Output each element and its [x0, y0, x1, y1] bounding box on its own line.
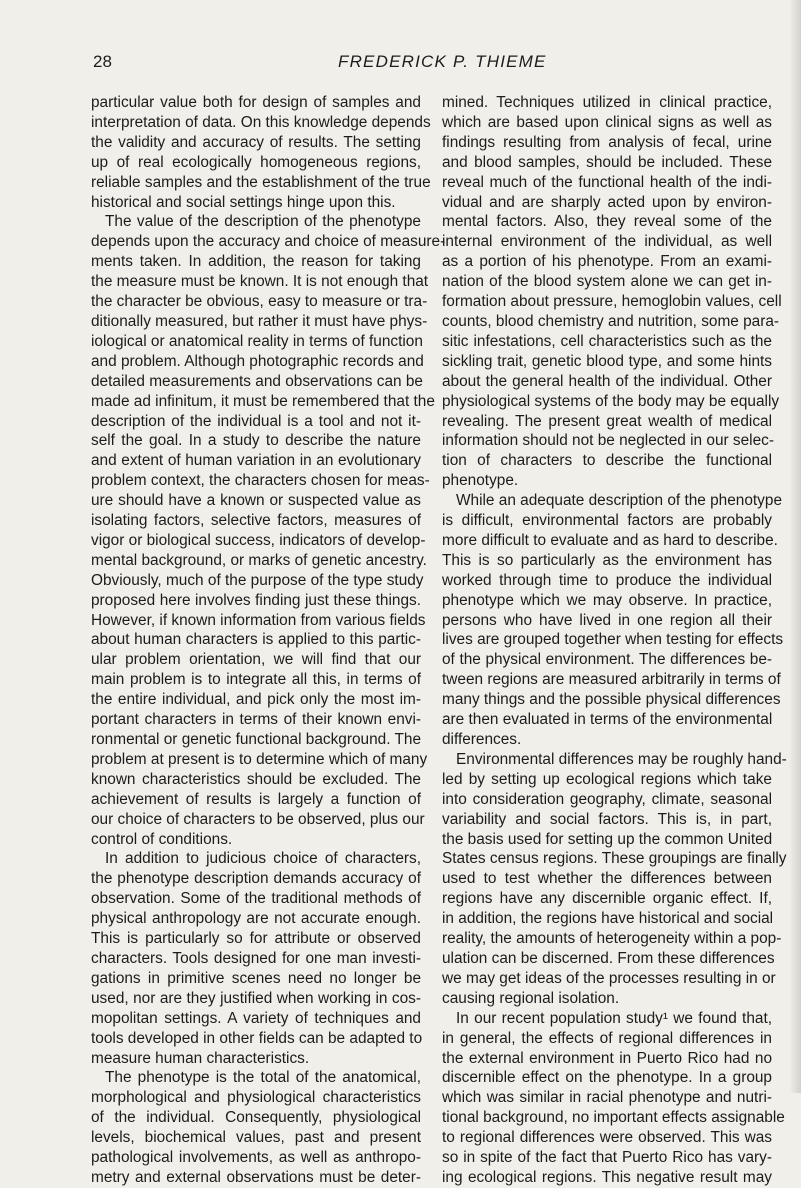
text-line: tional background, no important effects assignable	[442, 1109, 785, 1127]
text-line: regions have any discernible organic effect. If,	[442, 890, 772, 908]
text-line: as a portion of his phenotype. From an exami-	[442, 253, 772, 271]
left-text-column	[91, 93, 446, 1188]
text-line: the entire individual, and pick only the most im-	[91, 691, 421, 709]
text-line: sickling trait, genetic blood type, and some hints	[442, 352, 772, 370]
text-line: phenotype which we may observe. In practice,	[442, 591, 772, 609]
text-line: detailed measurements and observations can be	[91, 372, 423, 390]
text-line: mental background, or marks of genetic ancestry.	[91, 551, 427, 569]
text-line: tion of characters to describe the functional	[442, 452, 772, 470]
text-line: metry and external observations must be deter-	[91, 1168, 421, 1186]
text-line: lives are grouped together when testing for effects	[442, 631, 784, 649]
text-line: internal environment of the individual, as well	[442, 233, 772, 251]
text-line: iological or anatomical reality in terms of function	[91, 332, 423, 350]
text-line: causing regional isolation.	[442, 989, 620, 1007]
text-line: problem at present is to determine which of many	[91, 750, 428, 768]
text-line: ure should have a known or suspected value as	[91, 492, 421, 510]
text-line: the external environment in Puerto Rico had no	[442, 1049, 772, 1067]
text-line: vigor or biological success, indicators of develop-	[91, 531, 426, 549]
text-line: to regional differences were observed. This was	[442, 1129, 772, 1147]
text-line: so in spite of the fact that Puerto Rico has vary-	[442, 1149, 772, 1167]
text-line: description of the individual is a tool and not it-	[91, 412, 421, 430]
text-line: about human characters is applied to this partic-	[91, 631, 421, 649]
text-line: The value of the description of the phenotype	[105, 213, 421, 231]
text-line: our choice of characters to be observed, plus our	[91, 810, 425, 828]
text-line: revealing. The present great wealth of medical	[442, 412, 772, 430]
text-line: self the goal. In a study to describe the nature	[91, 432, 421, 450]
text-line: Environmental differences may be roughly hand-	[456, 750, 787, 768]
text-line: the basis used for setting up the common United	[442, 830, 773, 848]
text-line: variability and social factors. This is, in part,	[442, 810, 772, 828]
text-line: in general, the effects of regional differences in	[442, 1029, 772, 1047]
page-header	[0, 52, 801, 76]
text-line: we may get ideas of the processes resulting in or	[442, 969, 776, 987]
text-line: the character be obvious, easy to measure or tra-	[91, 293, 428, 311]
text-line: of the individual. Consequently, physiological	[91, 1109, 421, 1127]
text-line: interpretation of data. On this knowledge depends	[91, 113, 431, 131]
text-line: many things and the possible physical differences	[442, 691, 781, 709]
text-line: made ad infinitum, it must be remembered that the	[91, 392, 435, 410]
text-line: mined. Techniques utilized in clinical practice,	[442, 94, 772, 111]
text-line: more difficult to evaluate and as hard to describe.	[442, 531, 778, 549]
text-line: and blood samples, should be included. These	[442, 153, 772, 171]
text-line: phenotype.	[442, 472, 519, 490]
text-line: worked through time to produce the individual	[442, 571, 772, 589]
text-line: differences.	[442, 731, 522, 748]
text-line: proposed here involves finding just these things.	[91, 591, 421, 609]
text-line: control of conditions.	[91, 830, 233, 848]
text-line: discernible effect on the phenotype. In a group	[442, 1069, 772, 1087]
text-line: mental factors. Also, they reveal some of the	[442, 213, 772, 231]
text-line: In addition to judicious choice of characters,	[105, 850, 421, 868]
text-line: formation about pressure, hemoglobin values, cell	[442, 293, 782, 311]
text-line: particular value both for design of samples and	[91, 94, 421, 111]
text-line: measure human characteristics.	[91, 1049, 310, 1067]
text-line: gations in primitive scenes need no longer be	[91, 969, 421, 987]
text-line: ulation can be discerned. From these differences	[442, 949, 775, 967]
text-line: Obviously, much of the purpose of the type study	[91, 571, 424, 589]
text-line: portant characters in terms of their known envi-	[91, 711, 421, 729]
text-line: and extent of human variation in an evolutionary	[91, 452, 421, 470]
text-line: which was similar in racial phenotype and nutri-	[442, 1089, 772, 1107]
text-line: about the general health of the individual. Other	[442, 372, 772, 390]
text-line: ing ecological regions. This negative result may	[442, 1168, 772, 1186]
text-line: ronmental or genetic functional background. The	[91, 731, 421, 748]
text-line: main problem is to integrate all this, in terms of	[91, 671, 421, 689]
text-line: morphological and physiological characteristics	[91, 1089, 421, 1107]
text-line: States census regions. These groupings are finally	[442, 850, 787, 868]
text-line: information should not be neglected in our selec-	[442, 432, 774, 450]
text-line: used, nor are they justified when working in cos-	[91, 989, 421, 1007]
text-line: ular problem orientation, we will find that our	[91, 651, 421, 669]
text-line: findings resulting from analysis of fecal, urine	[442, 133, 772, 151]
text-line: reality, the amounts of heterogeneity within a pop-	[442, 930, 782, 948]
text-line: of the physical environment. The differences be-	[442, 651, 772, 669]
text-line: vidual and are sharply acted upon by environ-	[442, 193, 772, 211]
text-line: However, if known information from various fields	[91, 611, 426, 629]
text-line: up of real ecologically homogeneous regions,	[91, 153, 421, 171]
text-line: into consideration geography, climate, seasonal	[442, 790, 772, 808]
text-line: reveal much of the functional health of the indi-	[442, 173, 772, 191]
text-line: persons who have lived in one region all their	[442, 611, 772, 629]
text-line: While an adequate description of the phenotype	[456, 492, 782, 510]
text-line: the phenotype description demands accuracy of	[91, 870, 421, 888]
text-line: isolating factors, selective factors, measures of	[91, 512, 421, 530]
text-line: mopolitan settings. A variety of techniques and	[91, 1009, 421, 1027]
text-line: This is so particularly as the environment has	[442, 551, 772, 569]
text-line: tween regions are measured arbitrarily in terms of	[442, 671, 781, 689]
text-line: in addition, the regions have historical and social	[442, 910, 774, 928]
text-line: This is particularly so for attribute or observed	[91, 930, 421, 948]
text-line: known characteristics should be excluded. The	[91, 770, 421, 788]
text-line: achievement of results is largely a function of	[91, 790, 421, 808]
text-line: tools developed in other fields can be adapted to	[91, 1029, 423, 1047]
text-line: ditionally measured, but rather it must have phys-	[91, 312, 428, 330]
text-line: which are based upon clinical signs as well as	[442, 113, 772, 131]
text-line: historical and social settings hinge upon this.	[91, 193, 396, 211]
text-line: physical anthropology are not accurate enough.	[91, 910, 421, 928]
text-line: pathological involvements, as well as anthropo-	[91, 1149, 421, 1167]
text-line: depends upon the accuracy and choice of measure-	[91, 233, 446, 251]
text-line: and problem. Although photographic records and	[91, 352, 424, 370]
page-edge-shadow	[789, 0, 801, 1093]
text-line: physiological systems of the body may be equally	[442, 392, 780, 410]
text-line: The phenotype is the total of the anatomical,	[105, 1069, 421, 1087]
text-line: sitic infestations, cell characteristics such as the	[442, 332, 772, 350]
text-line: reliable samples and the establishment of the true	[91, 173, 431, 191]
text-line: the measure must be known. It is not enough that	[91, 273, 429, 291]
text-line: characters. Tools designed for one man investi-	[91, 949, 421, 967]
text-line: ments taken. In addition, the reason for taking	[91, 253, 421, 271]
text-line: levels, biochemical values, past and present	[91, 1129, 421, 1147]
text-line: is difficult, environmental factors are probably	[442, 512, 772, 530]
text-line: In our recent population study¹ we found that,	[456, 1009, 772, 1027]
text-line: used to test whether the differences between	[442, 870, 772, 888]
text-line: nation of the blood system alone we can get in-	[442, 273, 772, 291]
text-line: led by setting up ecological regions which take	[442, 770, 772, 788]
text-line: counts, blood chemistry and nutrition, some para-	[442, 312, 780, 330]
text-line: observation. Some of the traditional methods of	[91, 890, 421, 908]
text-line: are then evaluated in terms of the environmental	[442, 711, 773, 729]
page-number: 28	[93, 52, 112, 71]
running-head-author: FREDERICK P. THIEME	[338, 52, 547, 71]
right-text-column	[442, 93, 787, 1188]
text-line: the validity and accuracy of results. The setting	[91, 133, 421, 151]
text-line: problem context, the characters chosen for meas-	[91, 472, 430, 490]
